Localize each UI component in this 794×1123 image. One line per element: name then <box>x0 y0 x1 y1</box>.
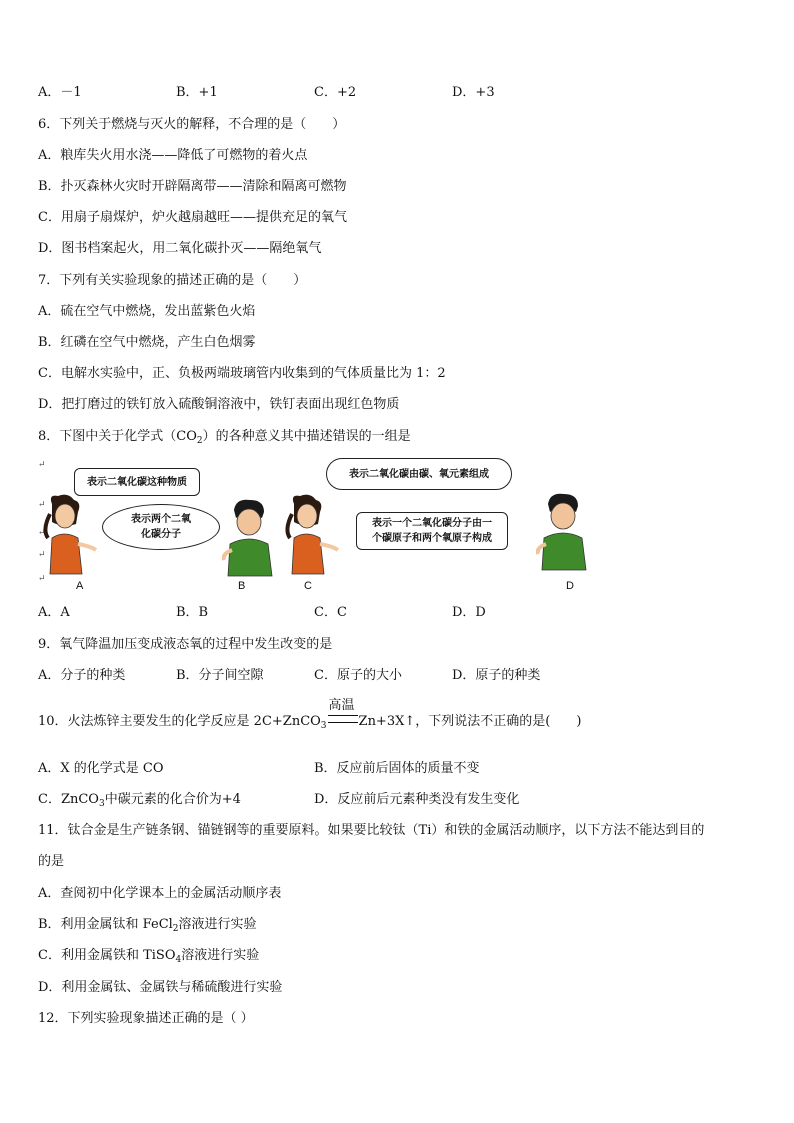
q5-option-d: D．+3 <box>452 85 495 100</box>
q5-option-b: B．+1 <box>176 85 218 100</box>
speech-bubble-d <box>356 512 508 550</box>
figure-label-b: B <box>238 580 246 592</box>
q11-stem-line2: 的是 <box>38 854 65 869</box>
q11-option-c <box>38 947 259 969</box>
q10-option-c-pre: C．ZnCO <box>38 792 99 807</box>
speech-bubble-d-text-line2: 个碳原子和两个氧原子构成 <box>372 533 492 544</box>
q5-option-c: C．+2 <box>314 85 357 100</box>
q11-option-c-pre: C．利用金属铁和 TiSO <box>38 948 176 963</box>
figure-label-a: A <box>76 580 84 592</box>
paragraph-mark-icon: ↵ <box>38 500 46 510</box>
speech-bubble-b-text-line2: 化碳分子 <box>141 529 181 540</box>
paragraph-mark-icon: ↵ <box>38 528 46 538</box>
q11-option-d: D．利用金属钛、金属铁与稀硫酸进行实验 <box>38 980 283 995</box>
q10-option-c-post: 中碳元素的化合价为+4 <box>104 792 241 807</box>
q11-option-b <box>38 916 257 938</box>
q7-option-a: A．硫在空气中燃烧，发出蓝紫色火焰 <box>38 304 256 319</box>
q6-stem: 6．下列关于燃烧与灭火的解释，不合理的是（ ） <box>38 117 346 132</box>
speech-bubble-a-text: 表示二氧化碳这种物质 <box>87 476 187 488</box>
q10-option-c-sub: 3 <box>98 799 105 809</box>
q8-stem-post: ）的各种意义其中描述错误的一组是 <box>202 429 411 444</box>
reaction-condition <box>327 698 359 731</box>
speech-bubble-d-text-line1: 表示一个二氧化碳分子由一 <box>372 518 492 529</box>
girl-character-a-icon <box>38 494 98 576</box>
q5-option-a: A．－1 <box>38 85 82 100</box>
q10-stem-sub: 3 <box>320 721 327 731</box>
q9-option-a: A．分子的种类 <box>38 668 126 683</box>
q11-option-b-post: 溶液进行实验 <box>178 917 257 932</box>
q11-option-a: A．查阅初中化学课本上的金属活动顺序表 <box>38 886 282 901</box>
speech-bubble-a <box>74 468 200 496</box>
q7-option-b: B．红磷在空气中燃烧，产生白色烟雾 <box>38 335 256 350</box>
boy-character-d-icon <box>536 492 592 572</box>
q11-stem-line1: 11．钛合金是生产链条钢、锚链钢等的重要原料。如果要比较钛（Ti）和铁的金属活动顺序，以下方法不能达到目的 <box>38 823 705 838</box>
figure-label-d: D <box>566 580 574 592</box>
q8-option-d: D．D <box>452 605 486 620</box>
q7-option-d: D．把打磨过的铁钉放入硫酸铜溶液中，铁钉表面出现红色物质 <box>38 397 400 412</box>
q6-option-a: A．粮库失火用水浇——降低了可燃物的着火点 <box>38 148 308 163</box>
q9-stem: 9．氧气降温加压变成液态氧的过程中发生改变的是 <box>38 637 333 652</box>
q10-stem <box>38 698 582 735</box>
q6-option-c: C．用扇子扇煤炉，炉火越扇越旺——提供充足的氧气 <box>38 210 347 225</box>
q10-option-b: B．反应前后固体的质量不变 <box>314 761 480 776</box>
q9-option-d: D．原子的种类 <box>452 668 541 683</box>
q12-stem: 12．下列实验现象描述正确的是（ ） <box>38 1011 254 1026</box>
q7-stem: 7．下列有关实验现象的描述正确的是（ ） <box>38 273 307 288</box>
equals-sign-icon <box>328 715 358 723</box>
figure-label-c: C <box>304 580 312 592</box>
q10-option-d: D．反应前后元素种类没有发生变化 <box>314 792 520 807</box>
q8-illustration <box>36 458 596 598</box>
q9-option-c: C．原子的大小 <box>314 668 402 683</box>
q10-stem-post: Zn+3X↑，下列说法不正确的是( ) <box>358 714 582 729</box>
q8-option-b: B．B <box>176 605 209 620</box>
paragraph-mark-icon: ↵ <box>38 460 46 470</box>
paragraph-mark-icon: ↵ <box>38 574 46 584</box>
q11-option-c-post: 溶液进行实验 <box>181 948 260 963</box>
q7-option-c: C．电解水实验中，正、负极两端玻璃管内收集到的气体质量比为 1：2 <box>38 366 446 381</box>
q9-option-b: B．分子间空隙 <box>176 668 264 683</box>
reaction-condition-text: 高温 <box>328 698 355 713</box>
q6-option-d: D．图书档案起火，用二氧化碳扑灭——隔绝氧气 <box>38 241 322 256</box>
q10-option-c <box>38 791 241 813</box>
q6-option-b: B．扑灭森林火灾时开辟隔离带——清除和隔离可燃物 <box>38 179 347 194</box>
q8-stem <box>38 428 411 450</box>
boy-character-b-icon <box>222 498 278 578</box>
q10-stem-pre: 10．火法炼锌主要发生的化学反应是 2C+ZnCO <box>38 714 321 729</box>
speech-bubble-b <box>102 504 220 550</box>
q8-option-c: C．C <box>314 605 347 620</box>
q8-stem-sub: 2 <box>196 436 203 446</box>
speech-bubble-c-text: 表示二氧化碳由碳、氧元素组成 <box>349 468 489 480</box>
q8-stem-pre: 8．下图中关于化学式（CO <box>38 429 197 444</box>
speech-bubble-c <box>326 458 512 490</box>
q11-option-c-sub: 4 <box>175 955 182 965</box>
paragraph-mark-icon: ↵ <box>38 550 46 560</box>
speech-bubble-b-text-line1: 表示两个二氧 <box>131 514 191 525</box>
q11-option-b-pre: B．利用金属钛和 FeCl <box>38 917 173 932</box>
girl-character-c-icon <box>280 494 340 576</box>
q11-option-b-sub: 2 <box>172 924 179 934</box>
q10-option-a: A．X 的化学式是 CO <box>38 761 164 776</box>
q8-option-a: A．A <box>38 605 70 620</box>
